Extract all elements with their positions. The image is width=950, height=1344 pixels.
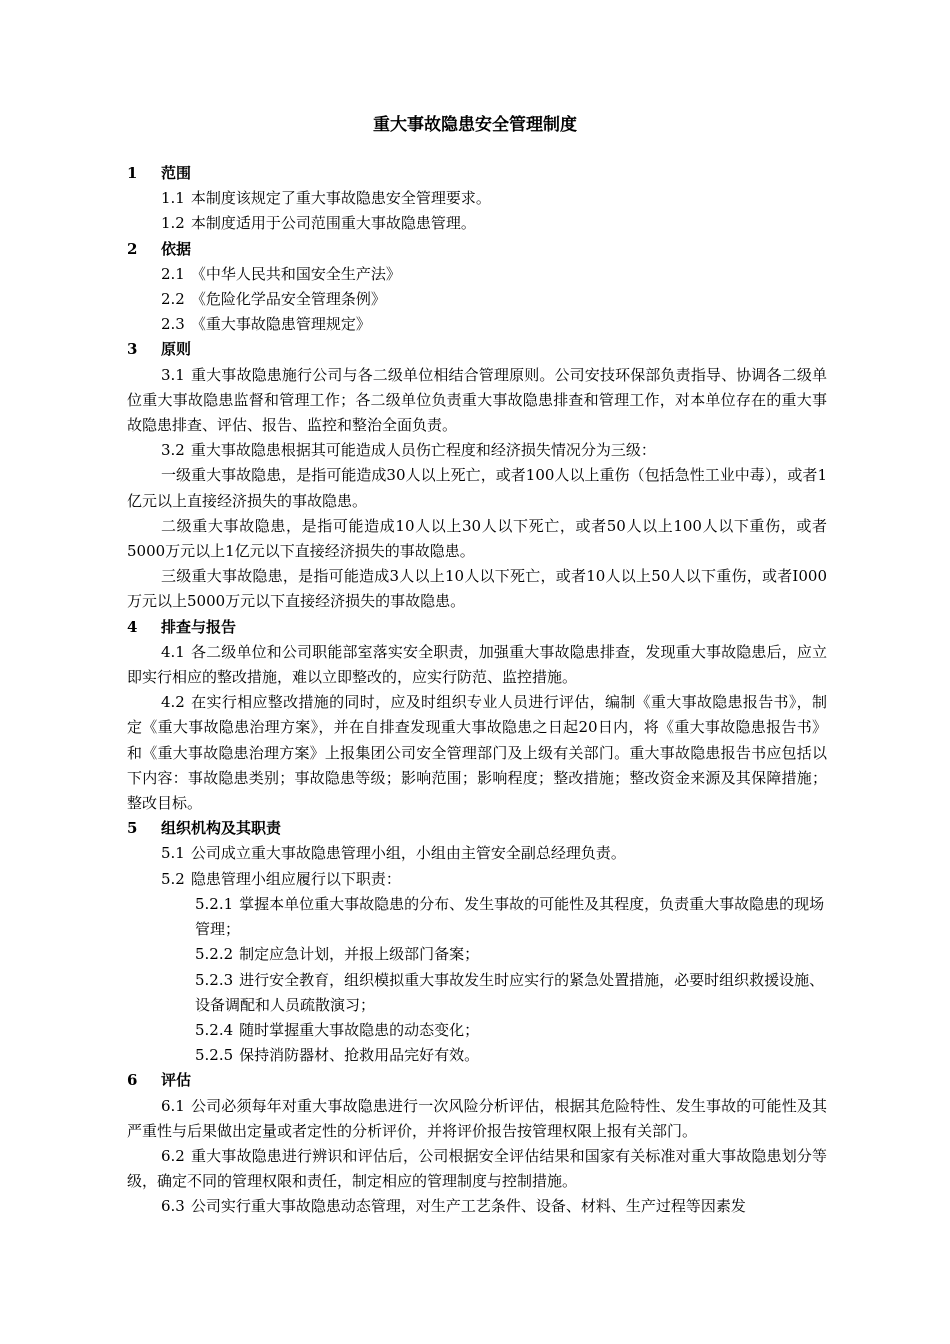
section-heading-3 <box>127 337 827 362</box>
clause-5-2-3 <box>127 968 827 1018</box>
clause-6-2 <box>127 1144 827 1194</box>
clause-2-2 <box>127 287 827 312</box>
clause-text: 重大事故隐患根据其可能造成人员伤亡程度和经济损失情况分为三级： <box>190 441 656 460</box>
clause-text: 进行安全教育，组织模拟重大事故发生时应实行的紧急处置措施，必要时组织救援设施、设备调配和人员疏散演习； <box>195 970 825 1014</box>
clause-1-1 <box>127 186 827 211</box>
section-number: 2 <box>127 239 138 258</box>
clause-4-1 <box>127 640 827 690</box>
section-heading-1 <box>127 161 827 186</box>
clause-text: 公司成立重大事故隐患管理小组，小组由主管安全副总经理负责。 <box>190 844 626 863</box>
clause-label: 5.2.3 <box>195 970 234 989</box>
clause-text: 《重大事故隐患管理规定》 <box>190 315 371 334</box>
clause-2-3 <box>127 312 827 337</box>
paragraph-level-1: 一级重大事故隐患，是指可能造成30人以上死亡，或者100人以上重伤（包括急性工业中毒），或者1亿元以上直接经济损失的事故隐患。 <box>127 466 827 510</box>
clause-label: 6.1 <box>161 1096 185 1115</box>
clause-text: 制定应急计划，并报上级部门备案； <box>239 945 480 964</box>
clause-label: 4.1 <box>161 642 185 661</box>
clause-text: 保持消防器材、抢救用品完好有效。 <box>239 1046 480 1065</box>
clause-1-2 <box>127 211 827 236</box>
clause-text: 隐患管理小组应履行以下职责： <box>190 869 401 888</box>
section-title: 评估 <box>161 1071 192 1090</box>
clause-label: 3.1 <box>161 365 185 384</box>
section-heading-5 <box>127 816 827 841</box>
clause-label: 5.2.4 <box>195 1020 234 1039</box>
clause-label: 3.2 <box>161 441 185 460</box>
clause-5-2-5 <box>127 1043 827 1068</box>
clause-5-2-4 <box>127 1018 827 1043</box>
clause-text: 公司必须每年对重大事故隐患进行一次风险分析评估，根据其危险特性、发生事故的可能性及其严重性与后果做出定量或者定性的分析评价，并将评价报告按管理权限上报有关部门。 <box>127 1096 827 1140</box>
clause-label: 5.1 <box>161 844 185 863</box>
clause-label: 1.1 <box>161 189 185 208</box>
clause-label: 4.2 <box>161 693 185 712</box>
section-number: 4 <box>127 617 138 636</box>
section-title: 依据 <box>161 239 192 258</box>
clause-5-1 <box>127 841 827 866</box>
clause-label: 5.2 <box>161 869 185 888</box>
section-heading-4 <box>127 615 827 640</box>
clause-label: 1.2 <box>161 214 185 233</box>
clause-5-2-2 <box>127 942 827 967</box>
section-number: 1 <box>127 164 138 182</box>
paragraph-level-3: 三级重大事故隐患，是指可能造成3人以上10人以下死亡，或者10人以上50人以下重伤，或者I000万元以上5000万元以下直接经济损失的事故隐患。 <box>127 567 827 611</box>
clause-label: 5.2.5 <box>195 1046 234 1065</box>
clause-text: 掌握本单位重大事故隐患的分布、发生事故的可能性及其程度，负责重大事故隐患的现场管理； <box>195 894 825 939</box>
clause-text: 公司实行重大事故隐患动态管理，对生产工艺条件、设备、材料、生产过程等因素发 <box>190 1197 746 1216</box>
clause-text: 本制度适用于公司范围重大事故隐患管理。 <box>190 214 476 233</box>
clause-4-2 <box>127 690 827 816</box>
clause-5-2 <box>127 867 827 892</box>
clause-label: 2.3 <box>161 315 185 334</box>
clause-label: 2.2 <box>161 290 185 309</box>
section-title: 组织机构及其职责 <box>161 819 282 838</box>
document-title: 重大事故隐患安全管理制度 <box>373 115 577 135</box>
document-body <box>127 161 827 1220</box>
clause-text: 各二级单位和公司职能部室落实安全职责，加强重大事故隐患排查，发现重大事故隐患后，应立即实行相应的整改措施，难以立即整改的，应实行防范、监控措施。 <box>127 642 827 687</box>
clause-text: 在实行相应整改措施的同时，应及时组织专业人员进行评估，编制《重大事故隐患报告书》，制定《重大事故隐患治理方案》，并在自排查发现重大事故隐患之日起20日内，将《重大事故隐患报告书》和《重大事故隐患治理方案》上报集团公司安全管理部门及上级有关部门。重大事故隐患报告书应包括以下内容：事故隐患类别；事故隐患等级；影响范围；影响程度；整改措施；整改资金来源及其保障措施；整改目标。 <box>127 693 827 813</box>
section-heading-6 <box>127 1068 827 1093</box>
section-heading-2 <box>127 237 827 262</box>
clause-2-1 <box>127 262 827 287</box>
clause-label: 2.1 <box>161 264 185 283</box>
clause-text: 《危险化学品安全管理条例》 <box>190 290 386 309</box>
clause-label: 5.2.1 <box>195 894 234 913</box>
clause-text: 重大事故隐患施行公司与各二级单位相结合管理原则。公司安技环保部负责指导、协调各二级单位重大事故隐患监督和管理工作；各二级单位负责重大事故隐患排查和管理工作，对本单位存在的重大事故隐患排查、评估、报告、监控和整治全面负责。 <box>127 365 827 435</box>
clause-label: 6.2 <box>161 1146 185 1165</box>
clause-5-2-1 <box>127 892 827 942</box>
paragraph-level-2: 二级重大事故隐患，是指可能造成10人以上30人以下死亡，或者50人以上100人以下重伤，或者5000万元以上1亿元以下直接经济损失的事故隐患。 <box>127 516 827 561</box>
clause-text: 本制度该规定了重大事故隐患安全管理要求。 <box>190 189 491 208</box>
section-number: 5 <box>127 819 138 838</box>
clause-6-3 <box>127 1194 827 1219</box>
section-title: 原则 <box>161 340 192 359</box>
clause-text: 《中华人民共和国安全生产法》 <box>190 264 401 283</box>
clause-3-1 <box>127 363 827 439</box>
clause-text: 随时掌握重大事故隐患的动态变化； <box>239 1020 480 1039</box>
clause-3-2 <box>127 438 827 463</box>
clause-text: 重大事故隐患进行辨识和评估后，公司根据安全评估结果和国家有关标准对重大事故隐患划分等级，确定不同的管理权限和责任，制定相应的管理制度与控制措施。 <box>127 1146 827 1191</box>
section-title: 排查与报告 <box>161 617 237 636</box>
clause-6-1 <box>127 1094 827 1144</box>
section-title: 范围 <box>161 164 192 182</box>
section-number: 3 <box>127 340 138 359</box>
clause-label: 6.3 <box>161 1197 185 1216</box>
clause-label: 5.2.2 <box>195 945 234 964</box>
section-number: 6 <box>127 1071 138 1090</box>
